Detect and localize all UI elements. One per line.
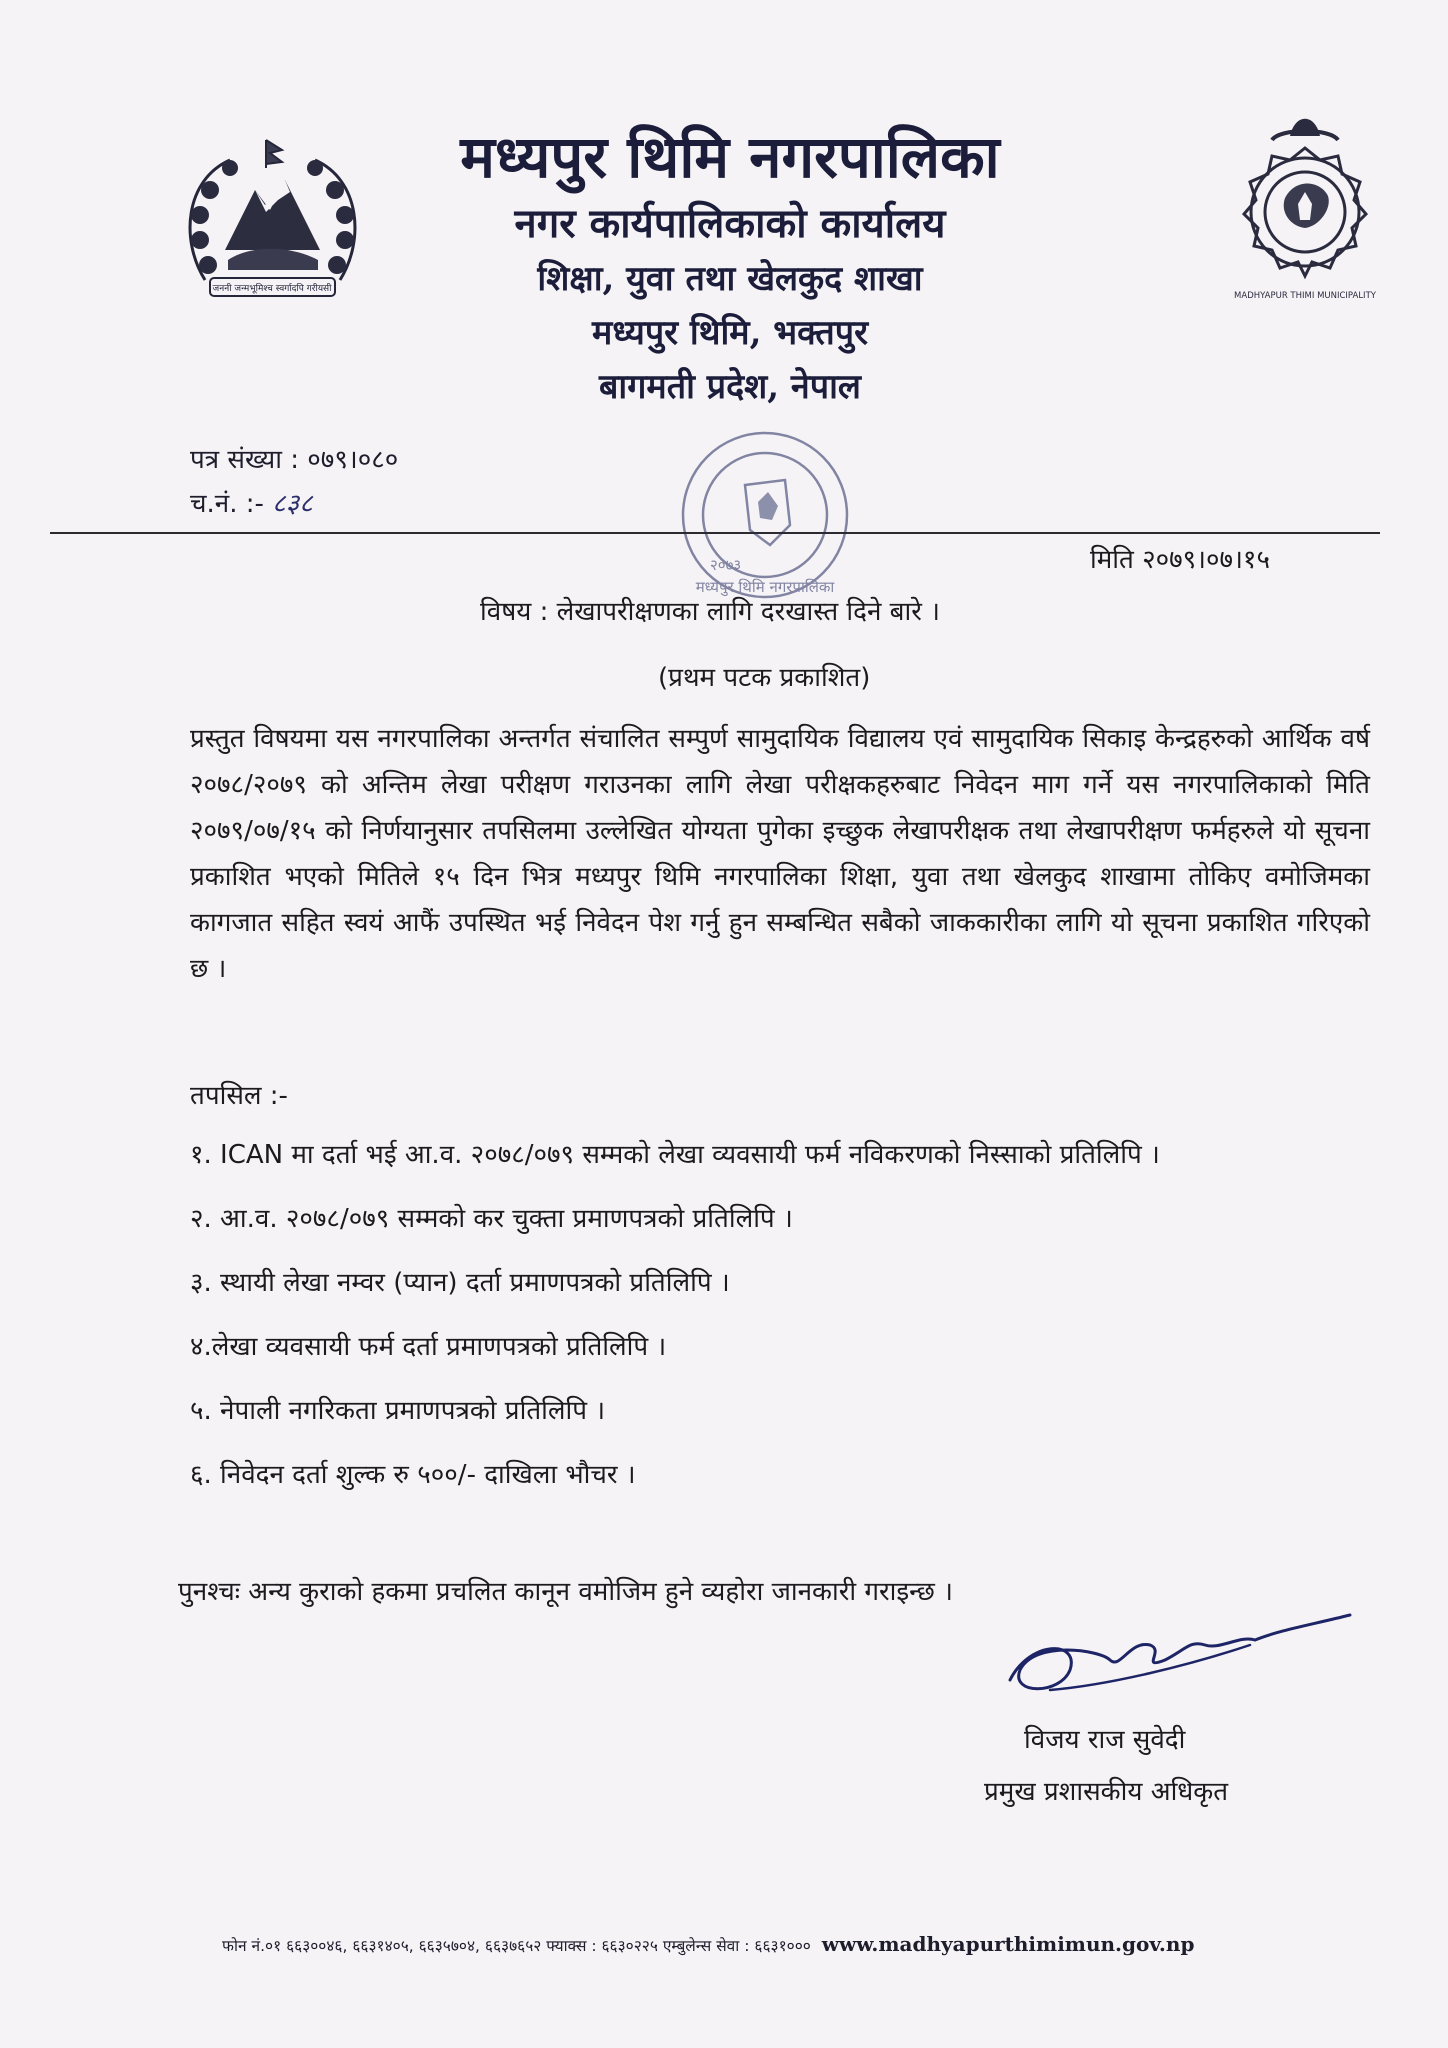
- office-name: नगर कार्यपालिकाको कार्यालय: [514, 200, 946, 247]
- branch-name: शिक्षा, युवा तथा खेलकुद शाखा: [537, 259, 923, 299]
- letter-subject: विषय : लेखापरीक्षणका लागि दरखास्त दिने बारे ।: [480, 597, 940, 627]
- org-name: मध्यपुर थिमि नगरपालिका: [460, 123, 1000, 191]
- dispatch-number-value: ८३८: [272, 489, 313, 519]
- signer-title: प्रमुख प्रशासकीय अधिकृत: [984, 1777, 1229, 1807]
- location: मध्यपुर थिमि, भक्तपुर: [592, 313, 868, 353]
- footer-contact: फोन नं.०१ ६६३००४६, ६६३१४०५, ६६३५७०४, ६६३७६५२ फ्याक्स : ६६३०२२५ एम्बुलेन्स सेवा : ६६३१०००: [222, 1937, 811, 1955]
- emblem-motto: जननी जन्मभूमिश्च स्वर्गादपि गरीयसी: [212, 284, 332, 294]
- list-item: ६. निवेदन दर्ता शुल्क रु ५००/- दाखिला भौचर ।: [190, 1460, 636, 1490]
- letterhead: [300, 118, 1160, 414]
- header-divider: [50, 532, 1380, 534]
- list-item: २. आ.व. २०७८/०७९ सम्मको कर चुक्ता प्रमाणपत्रको प्रतिलिपि ।: [190, 1204, 793, 1234]
- letter-body: प्रस्तुत विषयमा यस नगरपालिका अन्तर्गत संचालित सम्पुर्ण सामुदायिक विद्यालय एवं सामुदायिक सिकाइ केन्द्रहरुको आर्थिक वर्ष २०७८/२०७९ को अन्तिम लेखा परीक्षण गराउनका लागि लेखा परीक्षकहरुबाट निवेदन माग गर्ने यस नगरपालिकाको मिति २०७९/०७/१५ को निर्णयानुसार तपसिलमा उल्लेखित योग्यता पुगेका इच्छुक लेखापरीक्षक तथा लेखापरीक्षण फर्महरुले यो सूचना प्रकाशित भएको मितिले १५ दिन भित्र मध्यपुर थिमि नगरपालिका शिक्षा, युवा तथा खेलकुद शाखामा तोकिए वमोजिमका कागजात सहित स्वयं आफैं उपस्थित भई निवेदन पेश गर्नु हुन सम्बन्धित सबैको जाककारीका लागि यो सूचना प्रकाशित गरिएको छ ।: [190, 724, 1370, 984]
- list-item: ४.लेखा व्यवसायी फर्म दर्ता प्रमाणपत्रको प्रतिलिपि ।: [190, 1332, 667, 1362]
- stamp-year: २०७३: [710, 556, 742, 574]
- letter-date: मिति २०७९।०७।१५: [1090, 545, 1270, 575]
- letter-number: [190, 438, 398, 482]
- postscript: पुनश्चः अन्य कुराको हकमा प्रचलित कानून वमोजिम हुने व्यहोरा जानकारी गराइन्छ ।: [178, 1577, 953, 1607]
- dispatch-number-label: च.नं. :-: [190, 489, 264, 519]
- footer-website: www.madhyapurthimimun.gov.np: [821, 1932, 1195, 1956]
- seal-text: MADHYAPUR THIMI MUNICIPALITY: [1234, 291, 1376, 301]
- dispatch-number: [190, 482, 398, 526]
- footer: [222, 1932, 1194, 1956]
- signature-icon: [990, 1600, 1360, 1710]
- province: बागमती प्रदेश, नेपाल: [599, 367, 861, 407]
- publication-note: (प्रथम पटक प्रकाशित): [658, 663, 871, 693]
- signer-name: विजय राज सुवेदी: [1024, 1725, 1186, 1755]
- list-item: १. ICAN मा दर्ता भई आ.व. २०७८/०७९ सम्मको लेखा व्यवसायी फर्म नविकरणको निस्साको प्रतिलिपि ।: [190, 1140, 1160, 1170]
- list-item: ३. स्थायी लेखा नम्वर (प्यान) दर्ता प्रमाणपत्रको प्रतिलिपि ।: [190, 1268, 730, 1298]
- reference-block: [190, 438, 398, 526]
- requirements-list: [190, 1132, 1370, 1498]
- letter-number-label: पत्र संख्या :: [190, 445, 300, 475]
- office-stamp-icon: [650, 420, 880, 610]
- municipality-seal-icon: [1210, 108, 1400, 308]
- stamp-text: मध्यपुर थिमि नगरपालिका: [695, 578, 835, 596]
- schedule-label: तपसिल :-: [190, 1081, 288, 1111]
- list-item: ५. नेपाली नगरिकता प्रमाणपत्रको प्रतिलिपि ।: [190, 1396, 606, 1426]
- letter-number-value: ०७९।०८०: [307, 445, 399, 475]
